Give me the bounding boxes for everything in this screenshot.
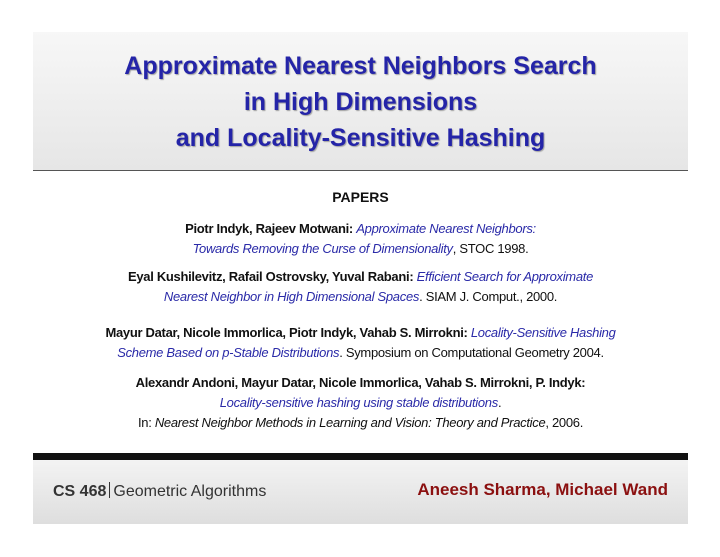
course-code: CS 468 [53,483,107,500]
title-line-3: and Locality-Sensitive Hashing [175,124,546,152]
ref-title: Locality-sensitive hashing using stable distributions [219,395,498,410]
ref-authors: Alexandr Andoni, Mayur Datar, Nicole Immorlica, Vahab S. Mirrokni, P. Indyk: [135,375,586,390]
papers-section [33,171,688,453]
reference-1 [33,219,688,259]
reference-2 [33,267,688,307]
footer [33,460,688,524]
title-line-2: in High Dimensions [243,88,478,116]
course-separator [109,482,110,498]
ref-venue: , 2006. [545,415,584,430]
ref-venue: . SIAM J. Comput., 2000. [419,289,558,304]
course-label [53,482,266,501]
ref-title: Efficient Search for Approximate [416,269,594,284]
course-name: Geometric Algorithms [113,483,267,500]
ref-title: Locality-Sensitive Hashing [470,325,616,340]
slide-title [33,48,688,156]
ref-title-period: . [497,395,502,410]
ref-venue: , STOC 1998. [452,241,529,256]
footer-divider [33,453,688,460]
ref-authors: Eyal Kushilevitz, Rafail Ostrovsky, Yuval Rabani: [127,269,414,284]
ref-title-cont: Scheme Based on p-Stable Distributions [117,345,340,360]
slide [33,32,688,524]
ref-title: Approximate Nearest Neighbors: [356,221,536,236]
presenter-names: Aneesh Sharma, Michael Wand [417,480,668,499]
title-line-1: Approximate Nearest Neighbors Search [124,52,597,80]
reference-4 [33,373,688,433]
title-header [33,32,688,171]
ref-authors: Mayur Datar, Nicole Immorlica, Piotr Indyk, Vahab S. Mirrokni: [105,325,468,340]
ref-book-title: Nearest Neighbor Methods in Learning and Vision: Theory and Practice [154,415,546,430]
ref-authors: Piotr Indyk, Rajeev Motwani: [185,221,353,236]
ref-venue: . Symposium on Computational Geometry 2004. [339,345,604,360]
ref-in-label: In: [137,415,155,430]
ref-title-cont: Nearest Neighbor in High Dimensional Spaces [163,289,420,304]
ref-title-cont: Towards Removing the Curse of Dimensionality [192,241,453,256]
reference-3 [33,323,688,363]
papers-heading: PAPERS [332,189,389,205]
